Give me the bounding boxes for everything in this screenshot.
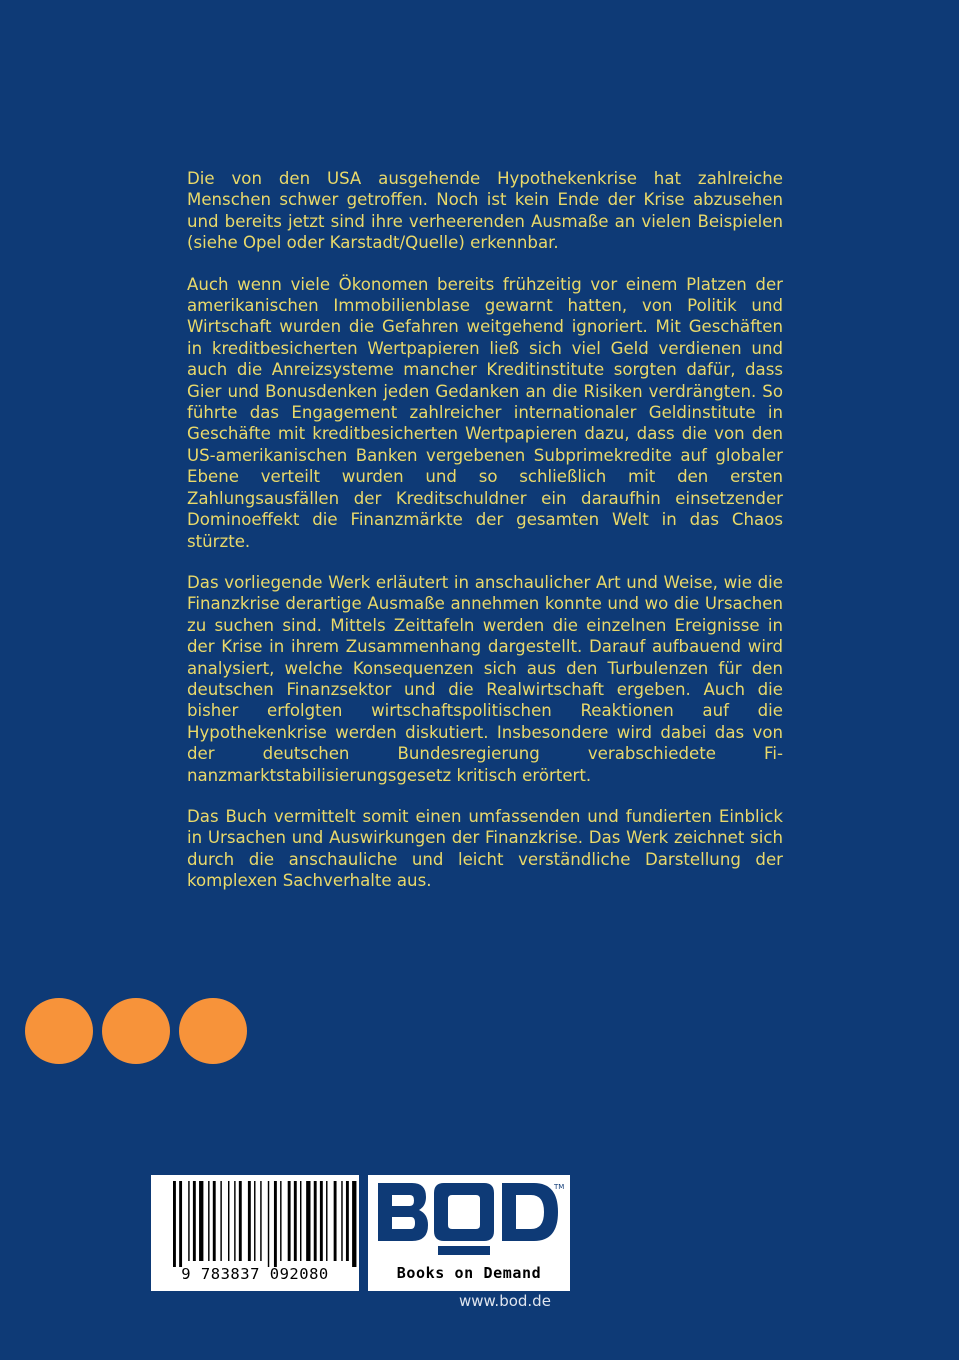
decorative-dots	[25, 998, 255, 1068]
publisher-url: www.bod.de	[459, 1292, 551, 1310]
blurb-paragraph-3: Das vorliegende Werk erläutert in anschaulicher Art und Weise, wie die Finanzkrise derartige Ausmaße annehmen konnte und wo die Ursachen zu suchen sind. Mittels Zeittafeln werden die einzelnen Ereignisse in der Krise in ihrem Zusammenhang dargestellt. Darauf aufbauend wird analysiert, welche Konsequenzen sich aus den Turbulenzen für den deutschen Finanzsektor und die Realwirtschaft ergeben. Auch die bisher erfolgten wirtschaftspolitischen Reaktionen auf die Hypothekenkrise werden diskutiert. Insbesondere wird dabei das von der deutschen Bundesregierung verabschiedete Finanzmarktstabilisierungsgesetz kritisch erörtert.	[187, 572, 783, 785]
blurb-paragraph-1: Die von den USA ausgehende Hypothekenkrise hat zahlreiche Menschen schwer getroffen. Noch ist kein Ende der Krise abzusehen und bereits jetzt sind ihre verheerenden Ausmaße an vielen Beispielen (siehe Opel oder Karstadt/Quelle) erkennbar.	[187, 169, 783, 253]
barcode-bar	[260, 1181, 261, 1261]
barcode-bar	[248, 1181, 251, 1261]
barcode-bar	[320, 1181, 323, 1261]
barcode-bar	[254, 1181, 255, 1261]
barcode-bar	[193, 1181, 196, 1261]
barcode-bar	[288, 1181, 291, 1261]
barcode-bar	[199, 1181, 203, 1261]
publisher-tagline: Books on Demand	[396, 1264, 542, 1282]
barcode-bar	[334, 1181, 337, 1261]
barcode-bar	[280, 1181, 281, 1261]
barcode-bar	[306, 1181, 310, 1261]
barcode-bar	[220, 1181, 221, 1261]
barcode-bar	[268, 1181, 269, 1267]
orange-dot-1	[25, 998, 93, 1064]
barcode-bar	[326, 1181, 327, 1261]
publisher-logo	[368, 1175, 570, 1291]
barcode-bar	[188, 1181, 189, 1261]
orange-dot-3	[179, 998, 247, 1064]
barcode-bar	[228, 1181, 229, 1261]
isbn-number: 9 783837 092080	[181, 1265, 329, 1283]
blurb-paragraph-2: Auch wenn viele Ökonomen bereits frühzeitig vor einem Platzen der amerikanischen Immobilienblase gewarnt hatten, von Politik und Wirtschaft wurden die Gefahren weitgehend ignoriert. Mit Geschäften in kreditbesicherten Wertpapieren ließ sich viel Geld verdienen und auch die Anreizsysteme mancher Kreditinstitute sorgten dafür, dass Gier und Bonusdenken jeden Gedanken an die Risiken verdrängten. So führte das Engagement zahlreicher internationaler Geldinstitute in Geschäfte mit kreditbesicherten Wertpapieren dazu, dass die von den US-amerikanischen Banken vergebenen Subprimekredite auf globaler Ebene verteilt wurden und so schließlich mit den ersten Zahlungsausfällen der Kreditschuldner ein daraufhin einsetzender Dominoeffekt die Finanzmärkte der gesamten Welt in das Chaos stürzte.	[187, 274, 783, 551]
barcode-bar	[352, 1181, 356, 1267]
blurb-paragraph-4: Das Buch vermittelt somit einen umfassenden und fundierten Einblick in Ursachen und Auswirkungen der Finanzkrise. Das Werk zeichnet sich durch die anschauliche und leicht verständliche Darstellung der komplexen Sachverhalte aus.	[187, 806, 783, 891]
barcode-bar	[208, 1181, 209, 1261]
bod-logo-mark	[368, 1175, 570, 1265]
barcode-bar	[239, 1181, 242, 1261]
orange-dot-2	[102, 998, 170, 1064]
barcode-bar	[274, 1181, 277, 1267]
barcode-bar	[179, 1181, 182, 1267]
isbn-barcode	[151, 1175, 359, 1291]
barcode-bar	[213, 1181, 216, 1261]
barcode-bar	[234, 1181, 235, 1261]
barcode-bars	[151, 1175, 359, 1267]
barcode-bar	[173, 1181, 176, 1267]
barcode-bar	[314, 1181, 317, 1261]
trademark-symbol: TM	[554, 1183, 565, 1191]
barcode-bar	[346, 1181, 349, 1261]
back-cover-blurb	[187, 168, 783, 912]
barcode-bar	[294, 1181, 297, 1261]
barcode-bar	[341, 1181, 342, 1261]
barcode-bar	[300, 1181, 301, 1261]
